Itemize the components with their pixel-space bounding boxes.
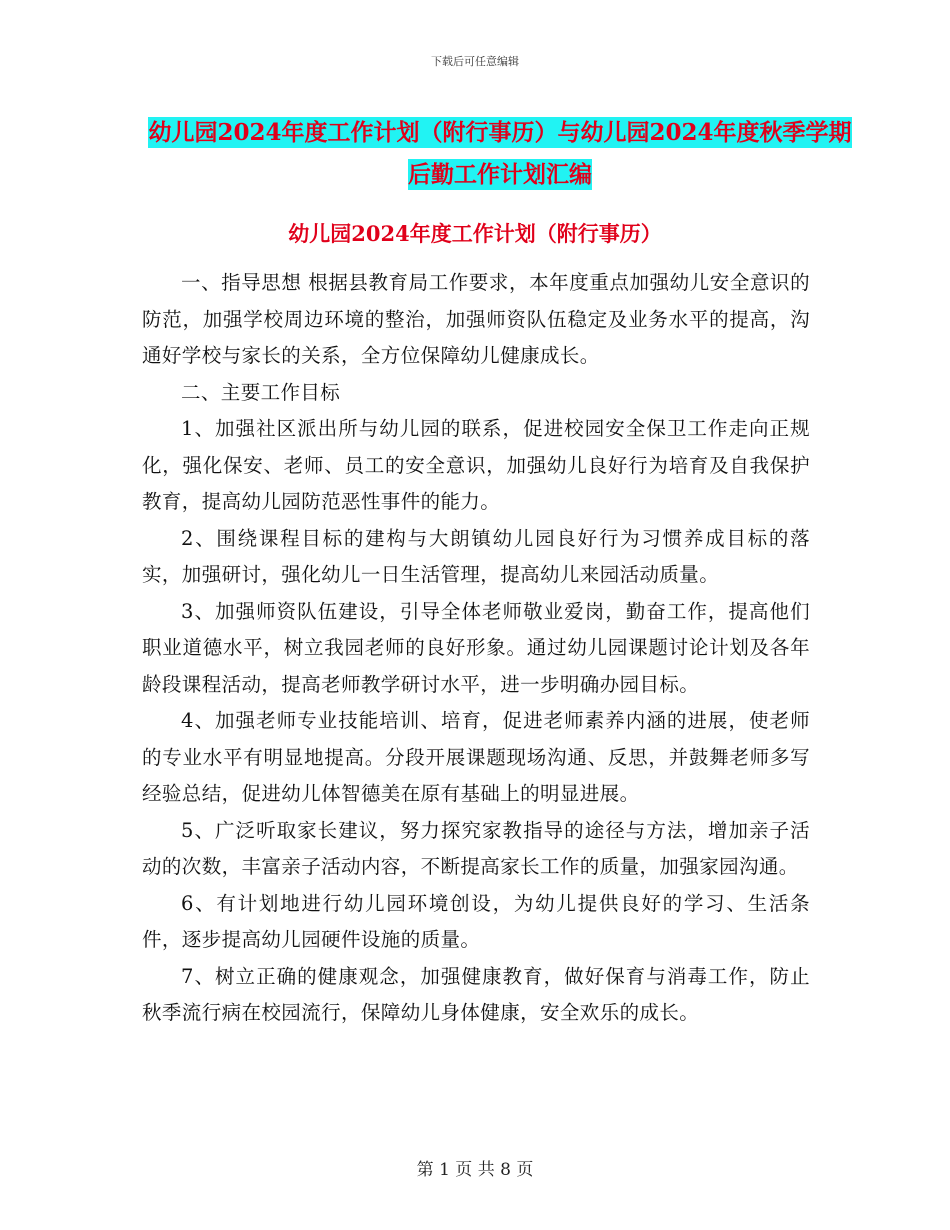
paragraph-goal-2: 2、围绕课程目标的建构与大朗镇幼儿园良好行为习惯养成目标的落实，加强研讨，强化幼儿一日生活管理，提高幼儿来园活动质量。: [142, 526, 810, 586]
document-title-text: 幼儿园2024年度工作计划（附行事历）与幼儿园2024年度秋季学期后勤工作计划汇编: [148, 119, 852, 188]
paragraph-goal-3: 3、加强师资队伍建设，引导全体老师敬业爱岗，勤奋工作，提高他们职业道德水平，树立我园老师的良好形象。通过幼儿园课题讨论计划及各年龄段课程活动，提高老师教学研讨水平，进一步明确办园目标。: [142, 599, 810, 696]
document-title: [140, 112, 860, 196]
section-title: 幼儿园2024年度工作计划（附行事历）: [288, 221, 662, 246]
page-number-footer: 第 1 页 共 8 页: [416, 1160, 534, 1180]
header-note: 下载后可任意编辑: [431, 55, 519, 68]
paragraph-guiding-ideology: 一、指导思想 根据县教育局工作要求，本年度重点加强幼儿安全意识的防范，加强学校周边环境的整治，加强师资队伍稳定及业务水平的提高，沟通好学校与家长的关系，全方位保障幼儿健康成长。: [142, 271, 810, 367]
document-body: [142, 265, 810, 1032]
paragraph-goal-1: 1、加强社区派出所与幼儿园的联系，促进校园安全保卫工作走向正规化，强化保安、老师、员工的安全意识，加强幼儿良好行为培育及自我保护教育，提高幼儿园防范恶性事件的能力。: [142, 417, 810, 513]
paragraph-goal-4: 4、加强老师专业技能培训、培育，促进老师素养内涵的进展，使老师的专业水平有明显地提高。分段开展课题现场沟通、反思，并鼓舞老师多写经验总结，促进幼儿体智德美在原有基础上的明显进展。: [142, 709, 810, 805]
paragraph-goal-5: 5、广泛听取家长建议，努力探究家教指导的途径与方法，增加亲子活动的次数，丰富亲子活动内容，不断提高家长工作的质量，加强家园沟通。: [142, 818, 810, 878]
paragraph-goal-6: 6、有计划地进行幼儿园环境创设，为幼儿提供良好的学习、生活条件，逐步提高幼儿园硬件设施的质量。: [142, 891, 810, 951]
paragraph-main-goals-heading: 二、主要工作目标: [181, 380, 341, 404]
paragraph-goal-7: 7、树立正确的健康观念，加强健康教育，做好保育与消毒工作，防止秋季流行病在校园流行，保障幼儿身体健康，安全欢乐的成长。: [142, 964, 810, 1024]
